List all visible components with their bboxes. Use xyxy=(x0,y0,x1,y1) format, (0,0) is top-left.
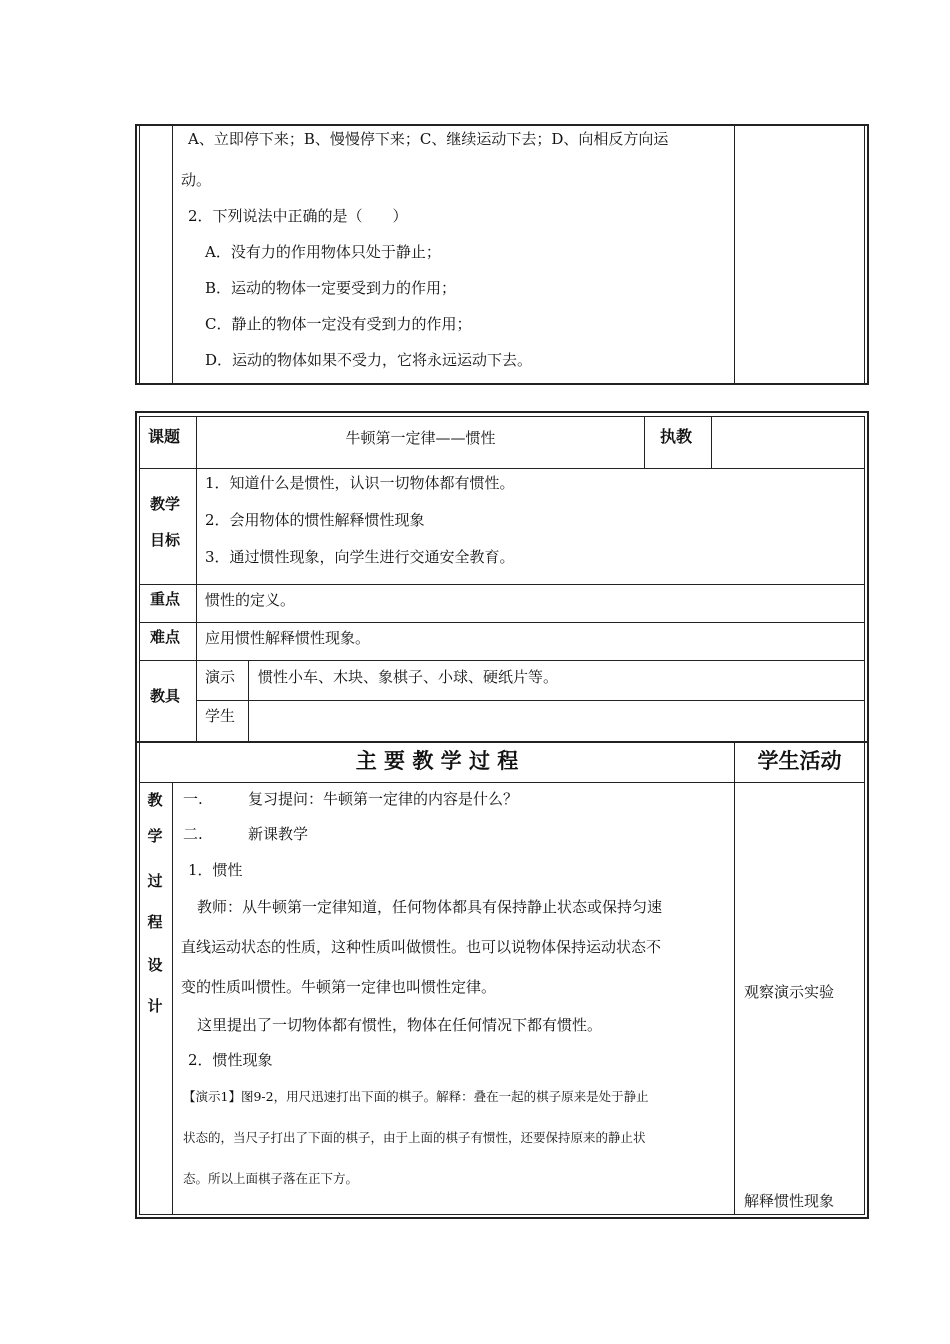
teacher-label: 执教 xyxy=(660,427,693,446)
goals-label-line1: 教学 xyxy=(150,495,181,513)
side-label-char: 程 xyxy=(147,913,163,931)
process-header: 主 要 教 学 过 程 xyxy=(355,749,519,773)
topic-label: 课题 xyxy=(148,427,181,446)
question-2-text: 2．下列说法中正确的是（ ） xyxy=(188,207,408,225)
student-activity-header: 学生活动 xyxy=(757,749,842,773)
difficulty-label: 难点 xyxy=(150,628,181,646)
side-label-char: 学 xyxy=(147,827,163,845)
question-options-line: A、立即停下来；B、慢慢停下来；C、继续运动下去；D、向相反方向运 xyxy=(188,130,669,148)
side-label-char: 教 xyxy=(147,791,163,809)
subheading-inertia: 1．惯性 xyxy=(188,861,243,879)
goal-item: 3．通过惯性现象，向学生进行交通安全教育。 xyxy=(205,548,515,566)
option-b: B．运动的物体一定要受到力的作用； xyxy=(205,279,457,297)
key-point-value: 惯性的定义。 xyxy=(205,591,296,609)
item-2-number: 二. xyxy=(183,825,203,843)
key-point-label: 重点 xyxy=(150,590,181,608)
side-label-char: 过 xyxy=(147,872,163,890)
goal-item: 1．知道什么是惯性，认识一切物体都有惯性。 xyxy=(205,474,515,492)
option-c: C．静止的物体一定没有受到力的作用； xyxy=(205,315,472,333)
student-activity-item: 解释惯性现象 xyxy=(744,1192,835,1210)
paragraph-line: 这里提出了一切物体都有惯性，物体在任何情况下都有惯性。 xyxy=(197,1016,603,1034)
tools-label: 教具 xyxy=(150,687,181,705)
paragraph-line: 教师：从牛顿第一定律知道，任何物体都具有保持静止状态或保持匀速 xyxy=(197,898,663,916)
demo-label: 演示 xyxy=(205,668,236,686)
question-options-line: 动。 xyxy=(181,171,212,189)
student-activity-item: 观察演示实验 xyxy=(744,983,835,1001)
paragraph-line: 直线运动状态的性质，这种性质叫做惯性。也可以说物体保持运动状态不 xyxy=(181,938,662,956)
demo-value: 惯性小车、木块、象棋子、小球、硬纸片等。 xyxy=(258,668,559,686)
demo-line: 态。所以上面棋子落在正下方。 xyxy=(183,1171,359,1186)
demo-line: 【演示1】图9-2，用尺迅速打出下面的棋子。解释：叠在一起的棋子原来是处于静止 xyxy=(183,1089,649,1104)
item-1-number: 一. xyxy=(183,790,203,808)
demo-line: 状态的，当尺子打出了下面的棋子，由于上面的棋子有惯性，还要保持原来的静止状 xyxy=(183,1130,646,1145)
option-d: D．运动的物体如果不受力，它将永远运动下去。 xyxy=(205,351,533,369)
goal-item: 2．会用物体的惯性解释惯性现象 xyxy=(205,511,425,529)
item-1-text: 复习提问：牛顿第一定律的内容是什么？ xyxy=(248,790,519,808)
side-label-char: 计 xyxy=(147,997,163,1015)
option-a: A．没有力的作用物体只处于静止； xyxy=(205,243,441,261)
goals-label-line2: 目标 xyxy=(150,531,181,549)
student-tools-label: 学生 xyxy=(205,707,236,725)
paragraph-line: 变的性质叫惯性。牛顿第一定律也叫惯性定律。 xyxy=(181,978,497,996)
subheading-phenomena: 2．惯性现象 xyxy=(188,1051,273,1069)
side-label-char: 设 xyxy=(147,956,163,974)
item-2-text: 新课教学 xyxy=(248,825,309,843)
topic-value: 牛顿第一定律——惯性 xyxy=(345,429,496,447)
difficulty-value: 应用惯性解释惯性现象。 xyxy=(205,629,371,647)
